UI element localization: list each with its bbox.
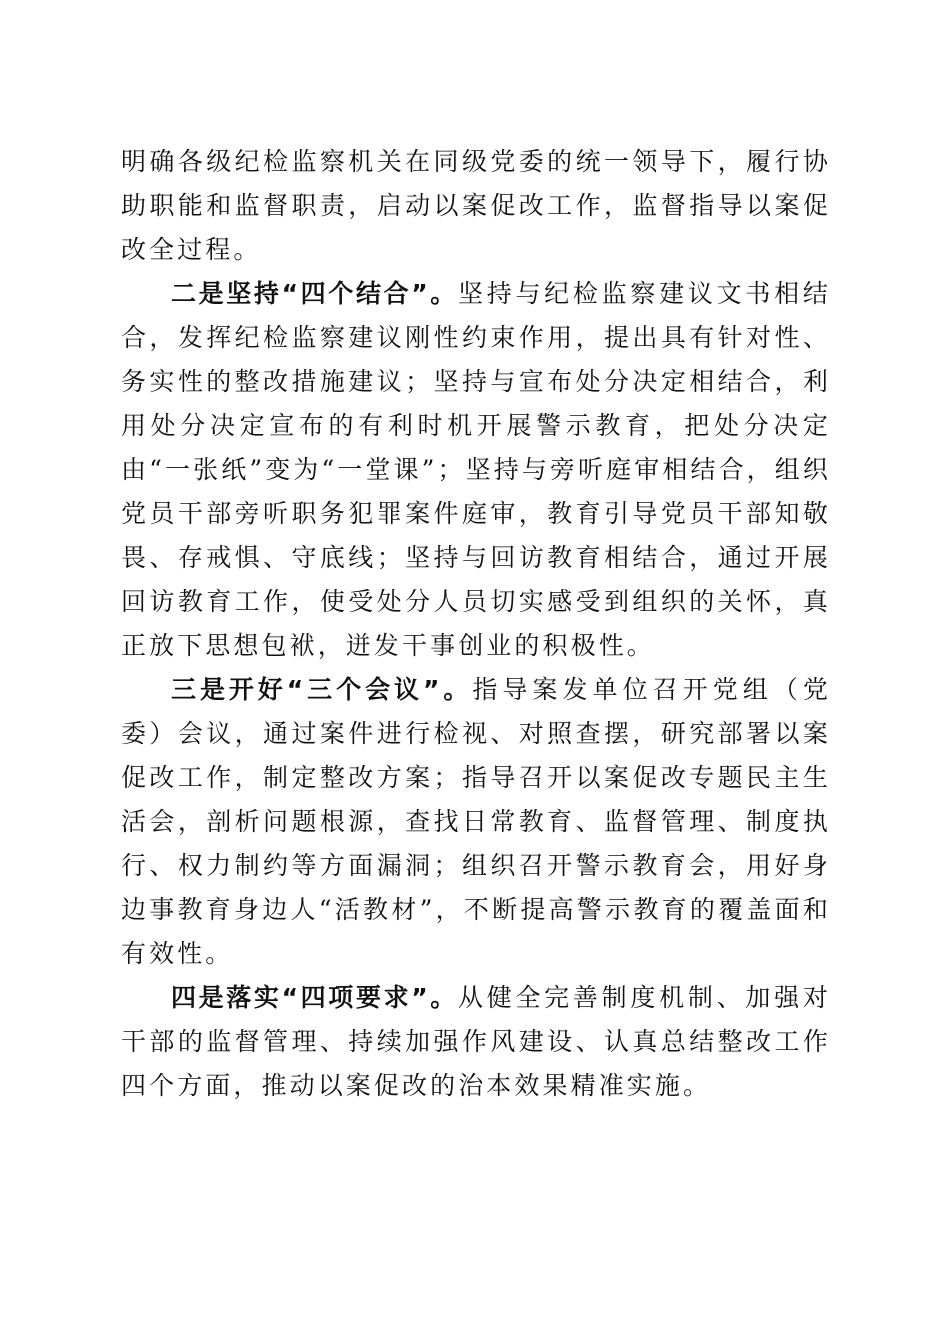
- paragraph-3: [121, 668, 831, 976]
- document-body: [121, 140, 831, 1108]
- paragraph-2-text: 坚持与纪检监察建议文书相结合，发挥纪检监察建议刚性约束作用，提出具有针对性、务实性的整改措施建议；坚持与宣布处分决定相结合，利用处分决定宣布的有利时机开展警示教育，把处分决定由“一张纸”变为“一堂课”；坚持与旁听庭审相结合，组织党员干部旁听职务犯罪案件庭审，教育引导党员干部知敬畏、存戒惧、守底线；坚持与回访教育相结合，通过开展回访教育工作，使受处分人员切实感受到组织的关怀，真正放下思想包袱，迸发干事创业的积极性。: [121, 279, 831, 660]
- paragraph-2: [121, 272, 831, 668]
- paragraph-3-text: 指导案发单位召开党组（党委）会议，通过案件进行检视、对照查摆，研究部署以案促改工作，制定整改方案；指导召开以案促改专题民主生活会，剖析问题根源，查找日常教育、监督管理、制度执行、权力制约等方面漏洞；组织召开警示教育会，用好身边事教育身边人“活教材”，不断提高警示教育的覆盖面和有效性。: [121, 675, 831, 968]
- paragraph-1-text: 明确各级纪检监察机关在同级党委的统一领导下，履行协助职能和监督职责，启动以案促改工作，监督指导以案促改全过程。: [121, 147, 831, 264]
- paragraph-2-lead: 二是坚持“四个结合”。: [171, 279, 458, 308]
- paragraph-4-lead: 四是落实“四项要求”。: [171, 983, 458, 1012]
- paragraph-4-text: 从健全完善制度机制、加强对干部的监督管理、持续加强作风建设、认真总结整改工作四个方面，推动以案促改的治本效果精准实施。: [121, 983, 831, 1100]
- paragraph-1: [121, 140, 831, 272]
- paragraph-3-lead: 三是开好“三个会议”。: [171, 675, 473, 704]
- paragraph-4: [121, 976, 831, 1108]
